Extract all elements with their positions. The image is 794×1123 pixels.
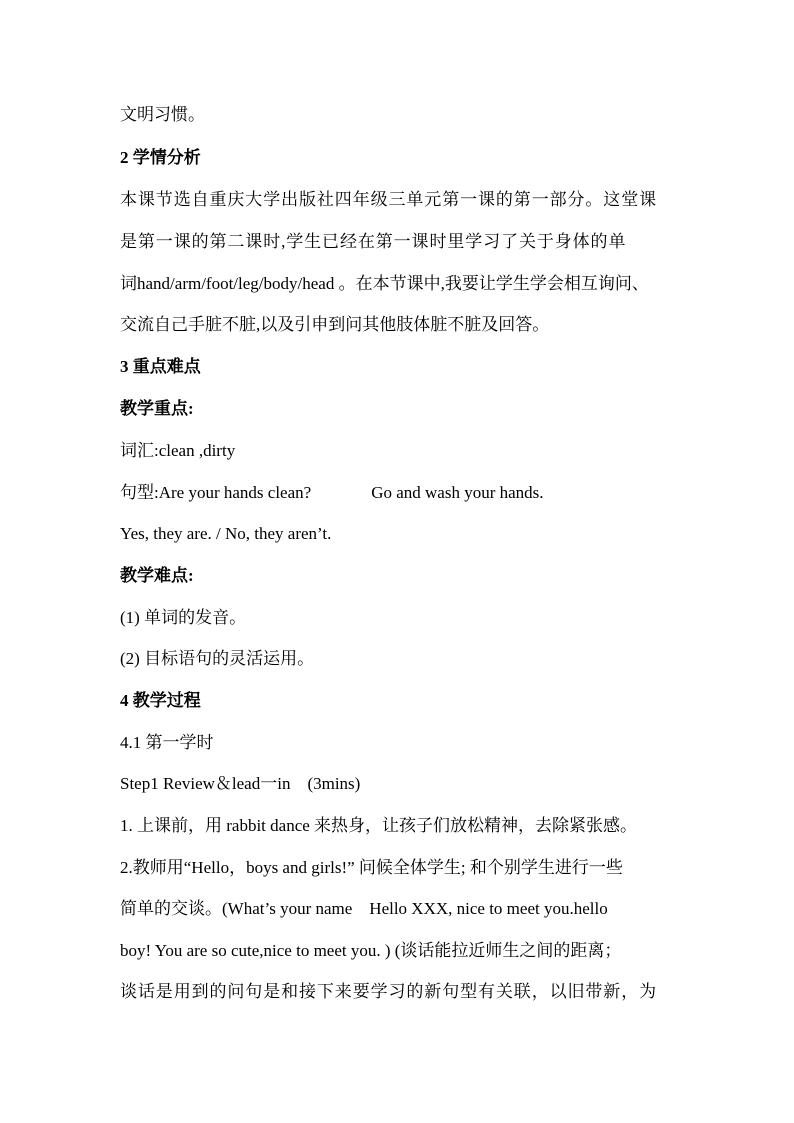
- text-line: (2) 目标语句的灵活运用。: [120, 649, 315, 668]
- sentence-pattern-question: 句型:Are your hands clean?: [120, 483, 312, 502]
- subheading: 教学难点:: [120, 566, 194, 585]
- text-line: (1) 单词的发音。: [120, 608, 247, 627]
- text-line: 是第一课的第二课时,学生已经在第一课时里学习了关于身体的单: [120, 232, 627, 251]
- text-line: 2.教师用“Hello，boys and girls!” 问候全体学生; 和个别学生进行一些: [120, 858, 623, 877]
- text-line: 4.1 第一学时: [120, 733, 214, 752]
- text-line: Step1 Review＆lead一in (3mins): [120, 774, 361, 793]
- sentence-pattern-command: Go and wash your hands.: [371, 483, 544, 502]
- subheading: 教学重点:: [120, 399, 194, 418]
- text-line: 本课节选自重庆大学出版社四年级三单元第一课的第一部分。这堂课: [120, 190, 657, 209]
- section-heading: 3 重点难点: [120, 357, 201, 376]
- text-line: 谈话是用到的问句是和接下来要学习的新句型有关联，以旧带新，为: [120, 982, 657, 1001]
- text-line: Yes, they are. / No, they aren’t.: [120, 524, 332, 543]
- text-line: 词hand/arm/foot/leg/body/head 。在本节课中,我要让学生学会相互询问、: [120, 274, 649, 293]
- section-heading: 2 学情分析: [120, 148, 201, 167]
- text-line: 词汇:clean ,dirty: [120, 441, 236, 460]
- text-line: 文明习惯。: [120, 105, 205, 124]
- text-line: 交流自己手脏不脏,以及引申到问其他肢体脏不脏及回答。: [120, 315, 550, 334]
- text-line: 简单的交谈。(What’s your name Hello XXX, nice to meet you.hello: [120, 899, 608, 918]
- text-line: 1. 上课前，用 rabbit dance 来热身，让孩子们放松精神，去除紧张感。: [120, 816, 638, 835]
- text-line: boy! You are so cute,nice to meet you. ) (谈话能拉近师生之间的距离；: [120, 941, 622, 960]
- text-line: [120, 481, 680, 505]
- section-heading: 4 教学过程: [120, 691, 201, 710]
